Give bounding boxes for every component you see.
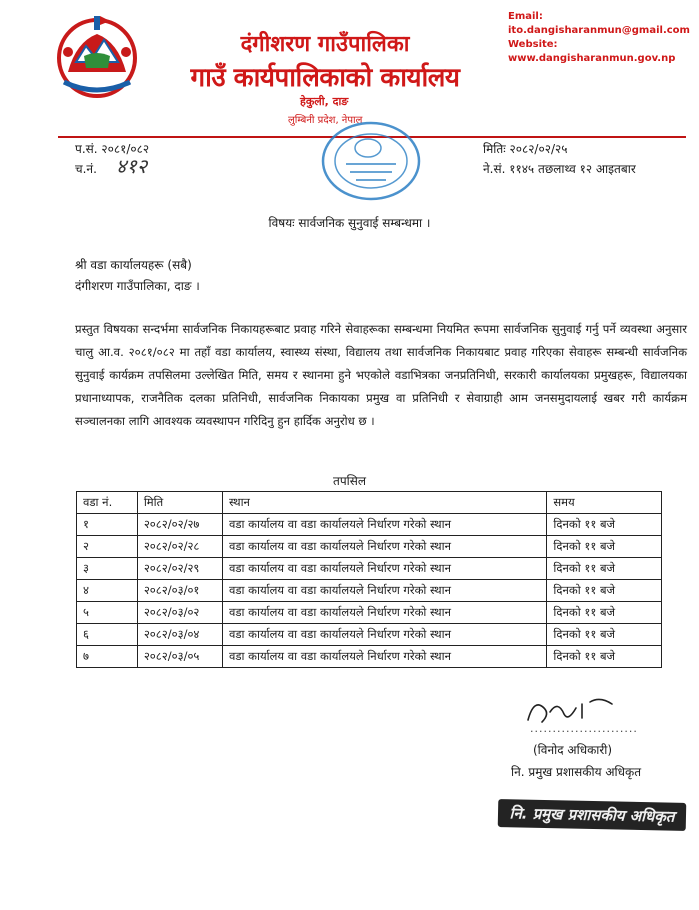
signatory-title: नि. प्रमुख प्रशासकीय अधिकृत [511, 765, 642, 779]
designation-stamp: नि. प्रमुख प्रशासकीय अधिकृत [498, 799, 687, 831]
signature-dots: ........................ [530, 722, 638, 735]
cell-date: २०८२/०२/२८ [137, 536, 222, 558]
cell-ward: ५ [77, 602, 138, 624]
contact-block [508, 10, 699, 66]
letter-cn-label: च.नं. [75, 162, 97, 176]
letter-date: मितिः २०८२/०२/२५ [483, 142, 568, 156]
cell-ward: ४ [77, 580, 138, 602]
signatory-name: (विनोद अधिकारी) [533, 743, 613, 757]
cell-time: दिनको ११ बजे [547, 514, 662, 536]
letter-body: प्रस्तुत विषयका सन्दर्भमा सार्वजनिक निकायहरूबाट प्रवाह गरिने सेवाहरूका सम्बन्धमा नियमित रूपमा सार्वजनिक सुनुवाई गर्नु पर्ने व्यवस्था अनुसार चालु आ.व. २०८१/०८२ मा तहाँ वडा कार्यालय, स्वास्थ्य संस्था, विद्यालय तथा सार्वजनिक निकायबाट प्रवाह गरिएका सेवाहरू सम्बन्धी सार्वजनिक सुनुवाई कार्यक्रम तपसिलमा उल्लेखित मिति, समय र स्थानमा हुने भएकोले वडाभित्रका जनप्रतिनिधी, सरकारी कार्यालयका प्रमुखहरू, विद्यालयका प्रधानाध्यापक, राजनैतिक दलका प्रतिनिधी, सार्वजनिक निकायका प्रमुख वा प्रतिनिधी र सेवाग्राही आम जनसमुदायलाई खबर गरी कार्यक्रम सञ्चालनका लागि आवश्यक व्यवस्थापन गरिदिनु हुन हार्दिक अनुरोध छ । [75, 322, 687, 428]
cell-ward: ६ [77, 624, 138, 646]
table-row [77, 558, 662, 580]
letter-subject: विषयः सार्वजनिक सुनुवाई सम्बन्धमा । [268, 216, 431, 230]
cell-place: वडा कार्यालय वा वडा कार्यालयले निर्धारण गरेको स्थान [222, 624, 546, 646]
table-row [77, 624, 662, 646]
cell-place: वडा कार्यालय वा वडा कार्यालयले निर्धारण गरेको स्थान [222, 646, 546, 668]
cell-time: दिनको ११ बजे [547, 602, 662, 624]
table-row [77, 602, 662, 624]
office-location: हेकुली, दाङ [300, 95, 349, 108]
contact-website: Website: www.dangisharanmun.gov.np [508, 39, 676, 64]
addressee-line-1: श्री वडा कार्यालयहरू (सबै) [75, 258, 192, 272]
cell-date: २०८२/०३/०१ [137, 580, 222, 602]
cell-date: २०८२/०२/२९ [137, 558, 222, 580]
letter-cn-handwritten: ४१२ [116, 154, 148, 178]
nepal-sambat-date: ने.सं. ११४५ तछलाथ्व १२ आइतबार [483, 162, 636, 176]
table-row [77, 646, 662, 668]
cell-place: वडा कार्यालय वा वडा कार्यालयले निर्धारण गरेको स्थान [222, 602, 546, 624]
cell-ward: ७ [77, 646, 138, 668]
cell-date: २०८२/०२/२७ [137, 514, 222, 536]
contact-email: Email: ito.dangisharanmun@gmail.com [508, 11, 690, 36]
table-row [77, 514, 662, 536]
cell-time: दिनको ११ बजे [547, 646, 662, 668]
table-header-row [77, 492, 662, 514]
municipality-name: दंगीशरण गाउँपालिका [240, 31, 410, 57]
table-row [77, 536, 662, 558]
office-name: गाउँ कार्यपालिकाको कार्यालय [190, 63, 460, 93]
cell-ward: ३ [77, 558, 138, 580]
table-row [77, 580, 662, 602]
cell-place: वडा कार्यालय वा वडा कार्यालयले निर्धारण गरेको स्थान [222, 558, 546, 580]
cell-time: दिनको ११ बजे [547, 624, 662, 646]
cell-date: २०८२/०३/०२ [137, 602, 222, 624]
schedule-table [76, 491, 662, 668]
cell-place: वडा कार्यालय वा वडा कार्यालयले निर्धारण गरेको स्थान [222, 536, 546, 558]
cell-date: २०८२/०३/०४ [137, 624, 222, 646]
letter-ps-number: प.सं. २०८१/०८२ [75, 142, 150, 156]
cell-place: वडा कार्यालय वा वडा कार्यालयले निर्धारण गरेको स्थान [222, 580, 546, 602]
col-header-time: समय [547, 492, 662, 514]
cell-place: वडा कार्यालय वा वडा कार्यालयले निर्धारण गरेको स्थान [222, 514, 546, 536]
cell-time: दिनको ११ बजे [547, 536, 662, 558]
cell-time: दिनको ११ बजे [547, 580, 662, 602]
col-header-place: स्थान [222, 492, 546, 514]
office-round-stamp-icon [318, 118, 424, 204]
cell-ward: २ [77, 536, 138, 558]
cell-ward: १ [77, 514, 138, 536]
col-header-ward: वडा नं. [77, 492, 138, 514]
nepal-emblem-icon [54, 12, 140, 100]
cell-date: २०८२/०३/०५ [137, 646, 222, 668]
office-province: लुम्बिनी प्रदेश, नेपाल [288, 115, 363, 126]
schedule-caption: तपसिल [332, 474, 366, 488]
addressee-line-2: दंगीशरण गाउँपालिका, दाङ । [75, 279, 200, 293]
col-header-date: मिति [137, 492, 222, 514]
cell-time: दिनको ११ बजे [547, 558, 662, 580]
